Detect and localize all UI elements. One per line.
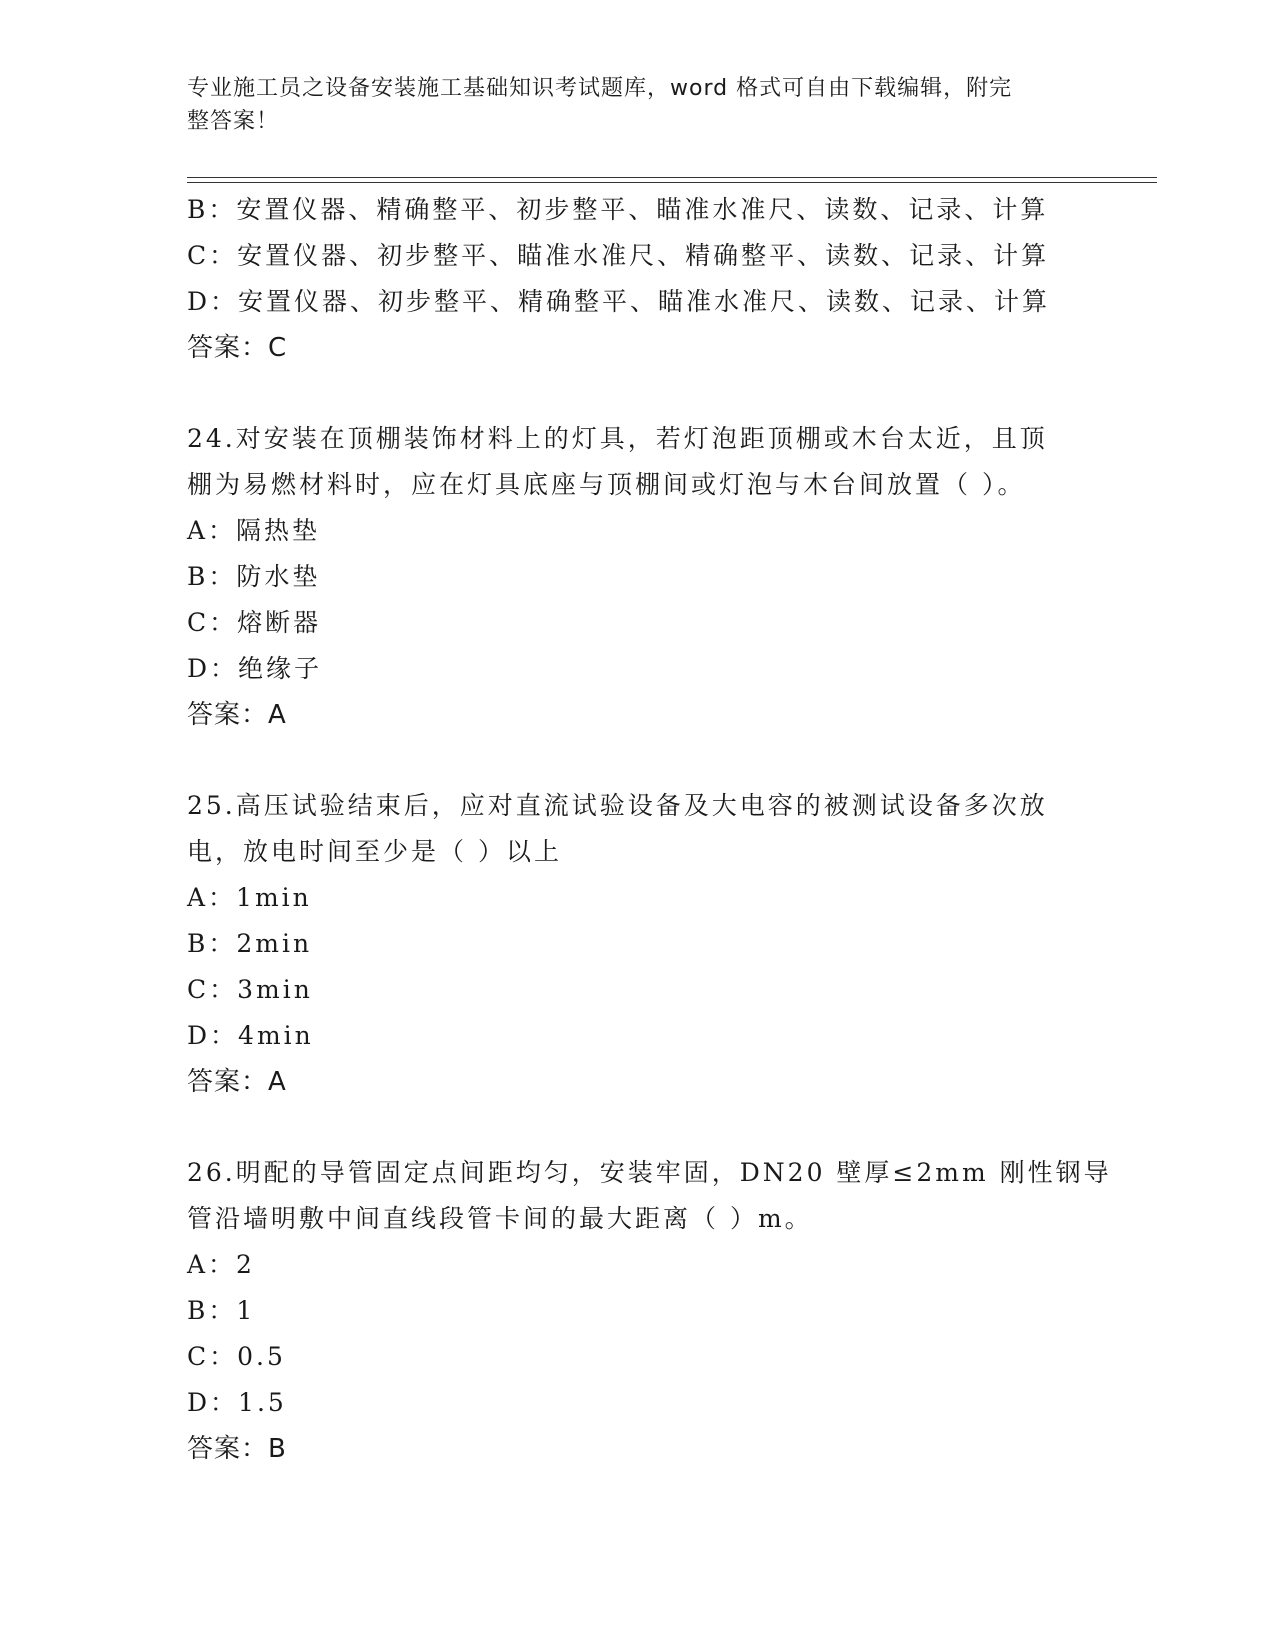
answer-line: 答案：C — [187, 333, 288, 363]
answer-line: 答案：B — [187, 1434, 287, 1464]
answer-line: 答案：A — [187, 700, 287, 730]
option-a: A：隔热垫 — [187, 516, 321, 545]
option-c: C：0.5 — [187, 1342, 286, 1371]
option-d: D：1.5 — [187, 1388, 287, 1417]
header-line-2: 整答案！ — [187, 109, 280, 134]
question-stem-line-2: 棚为易燃材料时，应在灯具底座与顶棚间或灯泡与木台间放置（ ）。 — [187, 470, 1026, 499]
question-stem-line-2: 管沿墙明敷中间直线段管卡间的最大距离（ ）m。 — [187, 1204, 813, 1233]
question-stem-line-1: 26.明配的导管固定点间距均匀，安装牢固，DN20 壁厚≤2mm 刚性钢导 — [187, 1158, 1112, 1187]
option-b: B：安置仪器、精确整平、初步整平、瞄准水准尺、读数、记录、计算 — [187, 195, 1049, 224]
question-stem-line-2: 电，放电时间至少是（ ）以上 — [187, 837, 562, 866]
option-c: C：熔断器 — [187, 608, 322, 637]
option-b: B：1 — [187, 1296, 256, 1325]
option-b: B：2min — [187, 929, 313, 958]
document-header — [187, 72, 1067, 138]
spacer — [187, 1105, 1087, 1150]
option-c: C：安置仪器、初步整平、瞄准水准尺、精确整平、读数、记录、计算 — [187, 241, 1050, 270]
question-block-23 — [187, 187, 1087, 371]
question-block-25 — [187, 783, 1087, 1105]
option-a: A：2 — [187, 1250, 255, 1279]
header-line-1: 专业施工员之设备安装施工基础知识考试题库，word 格式可自由下载编辑，附完 — [187, 76, 1013, 101]
option-d: D：4min — [187, 1021, 314, 1050]
option-d: D：安置仪器、初步整平、精确整平、瞄准水准尺、读数、记录、计算 — [187, 287, 1051, 316]
question-block-26 — [187, 1150, 1112, 1472]
answer-line: 答案：A — [187, 1067, 287, 1097]
question-list — [187, 187, 1112, 1472]
question-stem-line-1: 25.高压试验结束后，应对直流试验设备及大电容的被测试设备多次放 — [187, 791, 1048, 820]
header-divider-bottom — [187, 182, 1157, 183]
header-divider-top — [187, 177, 1157, 178]
option-a: A：1min — [187, 883, 312, 912]
spacer — [187, 738, 1087, 783]
option-b: B：防水垫 — [187, 562, 321, 591]
question-stem-line-1: 24.对安装在顶棚装饰材料上的灯具，若灯泡距顶棚或木台太近，且顶 — [187, 424, 1048, 453]
spacer — [187, 371, 1087, 416]
option-c: C：3min — [187, 975, 313, 1004]
question-block-24 — [187, 416, 1087, 738]
option-d: D：绝缘子 — [187, 654, 323, 683]
